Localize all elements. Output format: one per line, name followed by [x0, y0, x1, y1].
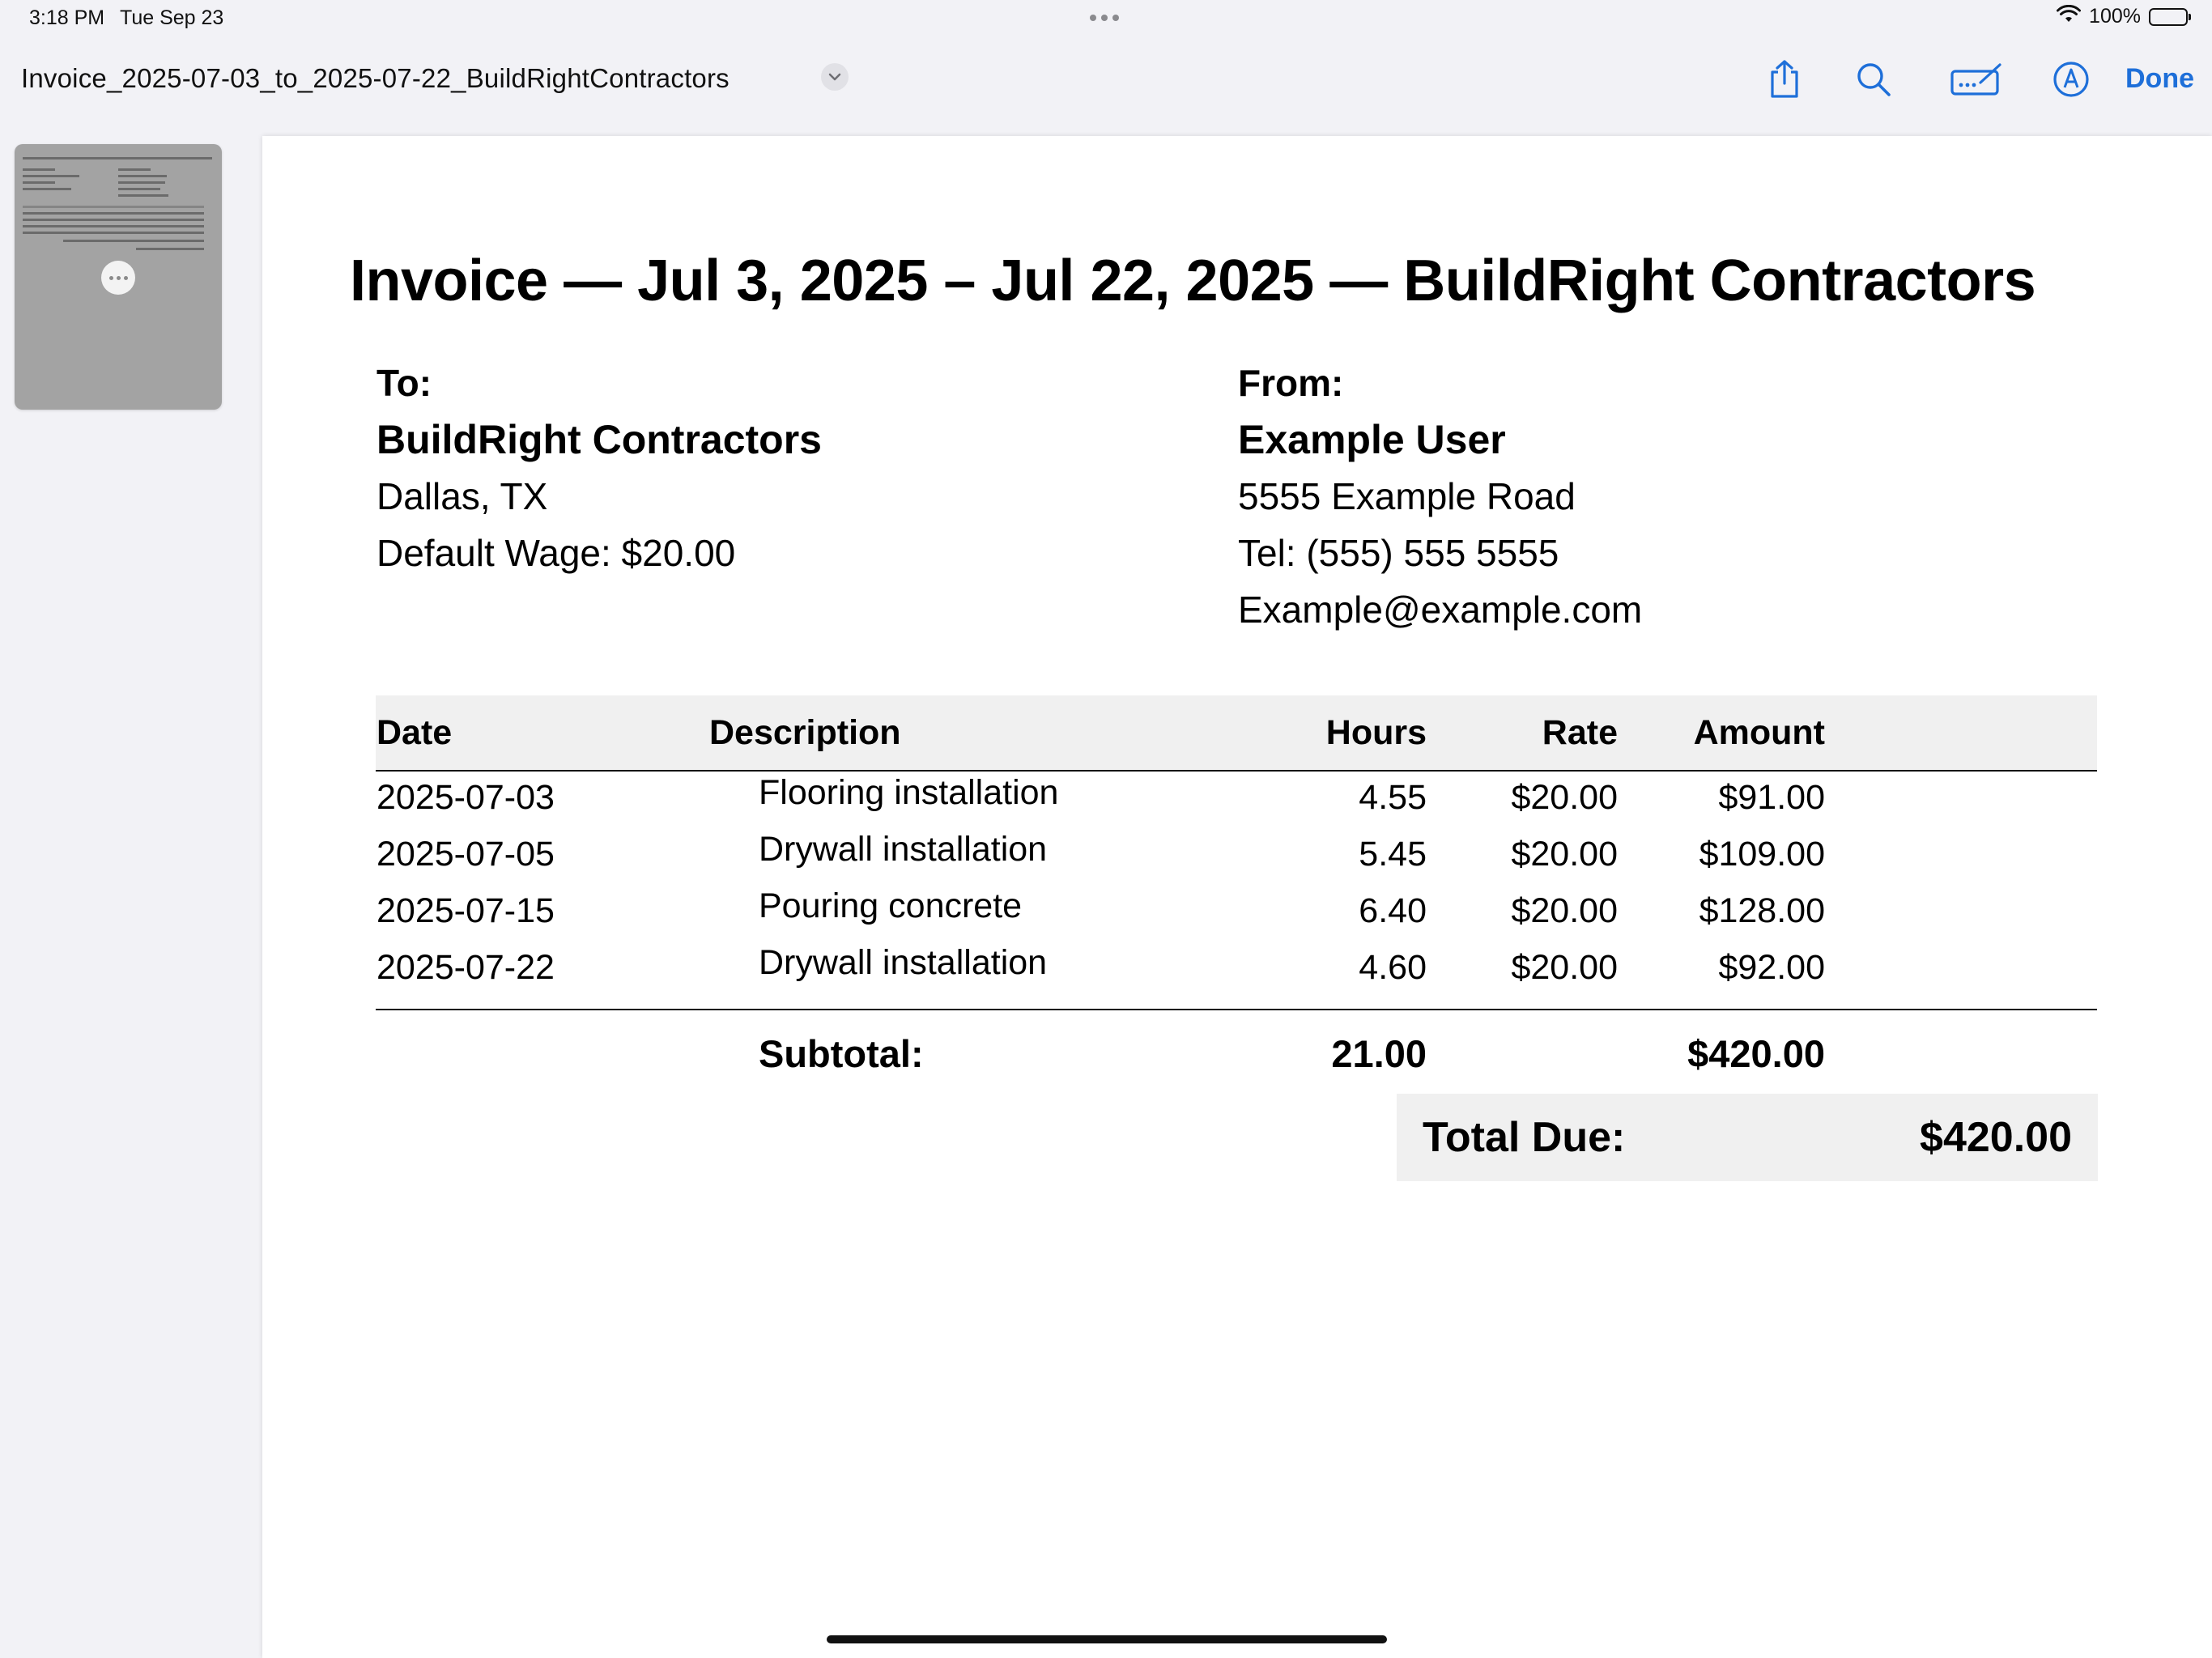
chevron-down-icon[interactable]: [821, 63, 849, 91]
markup-button[interactable]: [2047, 57, 2095, 105]
document-title[interactable]: Invoice_2025-07-03_to_2025-07-22_BuildRightContractors: [21, 63, 730, 93]
sender-email: Example@example.com: [1238, 589, 1643, 631]
done-button[interactable]: Done: [2125, 63, 2194, 94]
row-description: Drywall installation: [759, 943, 1048, 982]
row-description: Drywall installation: [759, 830, 1048, 869]
signature-icon: [1950, 62, 2005, 101]
column-header-amount: Amount: [1693, 713, 1825, 752]
row-amount: $128.00: [1699, 891, 1825, 930]
total-due-label: Total Due:: [1423, 1114, 1626, 1161]
status-time: 3:18 PM: [29, 6, 105, 29]
subtotal-label: Subtotal:: [759, 1032, 924, 1075]
thumbnail-more-icon[interactable]: [101, 261, 135, 295]
search-button[interactable]: [1849, 57, 1898, 105]
row-description: Pouring concrete: [759, 886, 1023, 925]
row-date: 2025-07-22: [376, 948, 555, 987]
row-amount: $92.00: [1718, 948, 1825, 987]
sender-name: Example User: [1238, 417, 1506, 462]
share-button[interactable]: [1760, 57, 1809, 105]
search-icon: [1855, 61, 1892, 102]
client-name: BuildRight Contractors: [376, 417, 822, 462]
row-hours: 6.40: [1359, 891, 1427, 930]
row-date: 2025-07-05: [376, 835, 555, 874]
page-thumbnail[interactable]: [15, 144, 222, 410]
row-rate: $20.00: [1511, 948, 1618, 987]
client-location: Dallas, TX: [376, 475, 548, 517]
from-label: From:: [1238, 362, 1344, 404]
row-hours: 4.55: [1359, 778, 1427, 817]
column-header-hours: Hours: [1325, 713, 1427, 752]
default-wage: Default Wage: $20.00: [376, 532, 736, 574]
total-due-box: [1397, 1094, 2098, 1181]
page-thumbnail-sidebar: [0, 130, 243, 1658]
to-label: To:: [376, 362, 432, 404]
column-header-description: Description: [709, 713, 901, 752]
toolbar: [0, 49, 2212, 113]
row-rate: $20.00: [1511, 891, 1618, 930]
thumbnail-title-line: [23, 157, 212, 159]
wifi-icon: [2057, 5, 2081, 28]
document-page: [262, 136, 2212, 1658]
row-rate: $20.00: [1511, 778, 1618, 817]
home-indicator[interactable]: [827, 1635, 1387, 1643]
share-icon: [1767, 59, 1802, 104]
battery-percent: 100%: [2089, 5, 2141, 28]
status-date: Tue Sep 23: [120, 6, 224, 29]
signature-button[interactable]: [1945, 57, 2010, 105]
status-bar: [0, 0, 2212, 39]
column-header-date: Date: [376, 713, 453, 752]
row-date: 2025-07-03: [376, 778, 555, 817]
row-rate: $20.00: [1511, 835, 1618, 874]
battery-icon: [2149, 8, 2188, 26]
column-header-rate: Rate: [1542, 713, 1618, 752]
total-due-amount: $420.00: [1920, 1114, 2072, 1161]
row-description: Flooring installation: [759, 773, 1059, 812]
sender-address: 5555 Example Road: [1238, 475, 1576, 517]
row-date: 2025-07-15: [376, 891, 555, 930]
table-header: [376, 695, 2097, 772]
multitasking-dots-icon[interactable]: [1090, 15, 1119, 21]
bill-from-block: [1238, 355, 1642, 638]
bill-to-block: [376, 355, 822, 581]
row-amount: $109.00: [1699, 835, 1825, 874]
subtotal-hours: 21.00: [1331, 1032, 1427, 1075]
row-hours: 4.60: [1359, 948, 1427, 987]
table-divider: [376, 1009, 2097, 1010]
sender-phone: Tel: (555) 555 5555: [1238, 532, 1559, 574]
row-hours: 5.45: [1359, 835, 1427, 874]
subtotal-amount: $420.00: [1687, 1032, 1825, 1075]
status-indicators: [2057, 5, 2188, 28]
row-amount: $91.00: [1718, 778, 1825, 817]
markup-icon: [2052, 61, 2090, 102]
invoice-title: Invoice — Jul 3, 2025 – Jul 22, 2025 — BuildRight Contractors: [350, 249, 2036, 313]
